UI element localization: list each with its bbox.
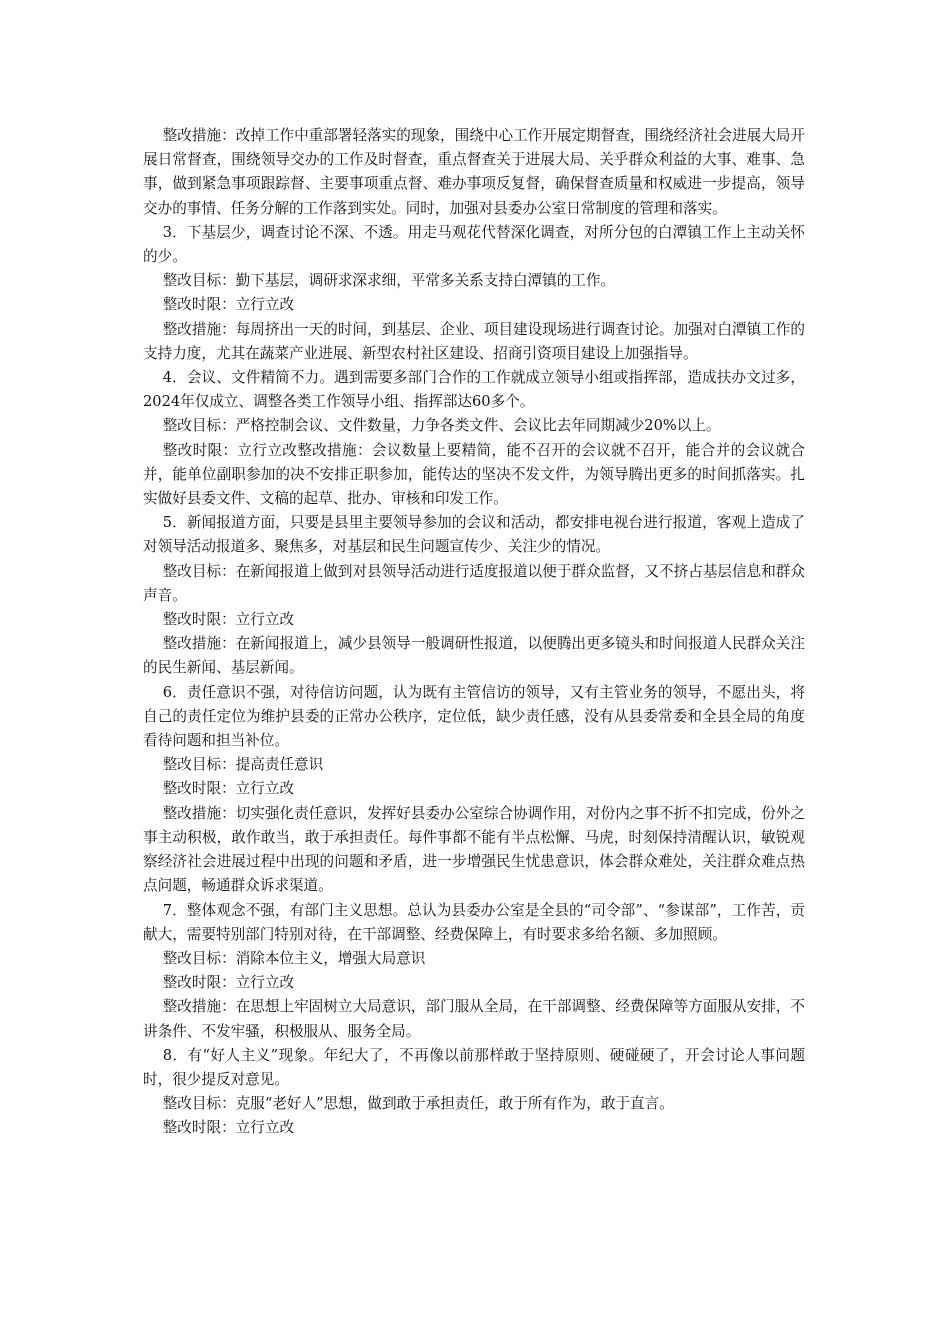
- measure-3-paragraph: 整改措施：每周挤出一天的时间，到基层、企业、项目建设现场进行调查讨论。加强对白潭镇工作的支持力度，尤其在蔬菜产业进展、新型农村社区建设、招商引资项目建设上加强指导。: [143, 320, 805, 362]
- issue-4-paragraph: 4．会议、文件精简不力。遇到需要多部门合作的工作就成立领导小组或指挥部，造成扶办文过多，2024年仅成立、调整各类工作领导小组、指挥部达60多个。: [143, 369, 805, 411]
- issue-5-paragraph: 5．新闻报道方面，只要是县里主要领导参加的会议和活动，都安排电视台进行报道，客观上造成了对领导活动报道多、聚焦多，对基层和民生问题宣传少、关注少的情况。: [143, 514, 805, 556]
- deadline-3-paragraph: 整改时限：立行立改: [162, 296, 295, 314]
- deadline-6-paragraph: 整改时限：立行立改: [162, 780, 295, 798]
- issue-3-paragraph: 3．下基层少，调查讨论不深、不透。用走马观花代替深化调查，对所分包的白潭镇工作上主动关怀的少。: [143, 223, 805, 266]
- goal-8-paragraph: 整改目标：克服“老好人”思想，做到敢于承担责任，敢于所有作为，敢于直言。: [162, 1095, 674, 1113]
- goal-6-paragraph: 整改目标：提高责任意识: [162, 756, 324, 774]
- document-body: [143, 124, 805, 1141]
- issue-7-paragraph: 7．整体观念不强，有部门主义思想。总认为县委办公室是全县的“司令部”、“参谋部”，工作苦，贡献大，需要特别部门特别对待，在干部调整、经费保障上，有时要求多给名额、多加照顾。: [143, 901, 805, 943]
- goal-7-paragraph: 整改目标：消除本位主义，增强大局意识: [162, 949, 426, 967]
- issue-8-paragraph: 8．有“好人主义”现象。年纪大了，不再像以前那样敢于坚持原则、硬碰硬了，开会讨论人事问题时，很少提反对意见。: [143, 1046, 805, 1088]
- goal-5-paragraph: 整改目标：在新闻报道上做到对县领导活动进行适度报道以便于群众监督，又不挤占基层信息和群众声音。: [143, 562, 805, 604]
- deadline-measure-4-paragraph: 整改时限：立行立改整改措施：会议数量上要精简，能不召开的会议就不召开，能合并的会议就合并，能单位副职参加的决不安排正职参加，能传达的坚决不发文件，为领导腾出更多的时间抓落实。扎实做好县委文件、文稿的起草、批办、审核和印发工作。: [143, 441, 805, 508]
- issue-6-paragraph: 6．责任意识不强，对待信访问题，认为既有主管信访的领导，又有主管业务的领导，不愿出头，将自己的责任定位为维护县委的正常办公秩序，定位低，缺少责任感，没有从县委常委和全县全局的角度看待问题和担当补位。: [143, 683, 805, 750]
- deadline-7-paragraph: 整改时限：立行立改: [162, 974, 295, 992]
- goal-4-paragraph: 整改目标：严格控制会议、文件数量，力争各类文件、会议比去年同期减少20%以上。: [162, 417, 721, 435]
- deadline-8-paragraph: 整改时限：立行立改: [162, 1119, 295, 1137]
- measure-5-paragraph: 整改措施：在新闻报道上，减少县领导一般调研性报道，以便腾出更多镜头和时间报道人民群众关注的民生新闻、基层新闻。: [143, 635, 805, 677]
- measure-paragraph-2: 整改措施：改掉工作中重部署轻落实的现象，围绕中心工作开展定期督查，围绕经济社会进展大局开展日常督查，围绕领导交办的工作及时督查，重点督查关于进展大局、关乎群众利益的大事、难事、急事，做到紧急事项跟踪督、主要事项重点督、难办事项反复督，确保督查质量和权威进一步提高，领导交办的事情、任务分解的工作落到实处。同时，加强对县委办公室日常制度的管理和落实。: [143, 127, 805, 217]
- goal-3-paragraph: 整改目标：勤下基层，调研求深求细，平常多关系支持白潭镇的工作。: [162, 272, 616, 290]
- measure-6-paragraph: 整改措施：切实强化责任意识，发挥好县委办公室综合协调作用，对份内之事不折不扣完成，份外之事主动积极，敢作敢当，敢于承担责任。每件事都不能有半点松懈、马虎，时刻保持清醒认识，敏锐观察经济社会进展过程中出现的问题和矛盾，进一步增强民生忧患意识，体会群众难处，关注群众难点热点问题，畅通群众诉求渠道。: [143, 804, 805, 895]
- measure-7-paragraph: 整改措施：在思想上牢固树立大局意识，部门服从全局，在干部调整、经费保障等方面服从安排，不讲条件、不发牢骚，积极服从、服务全局。: [143, 998, 805, 1040]
- deadline-5-paragraph: 整改时限：立行立改: [162, 611, 295, 629]
